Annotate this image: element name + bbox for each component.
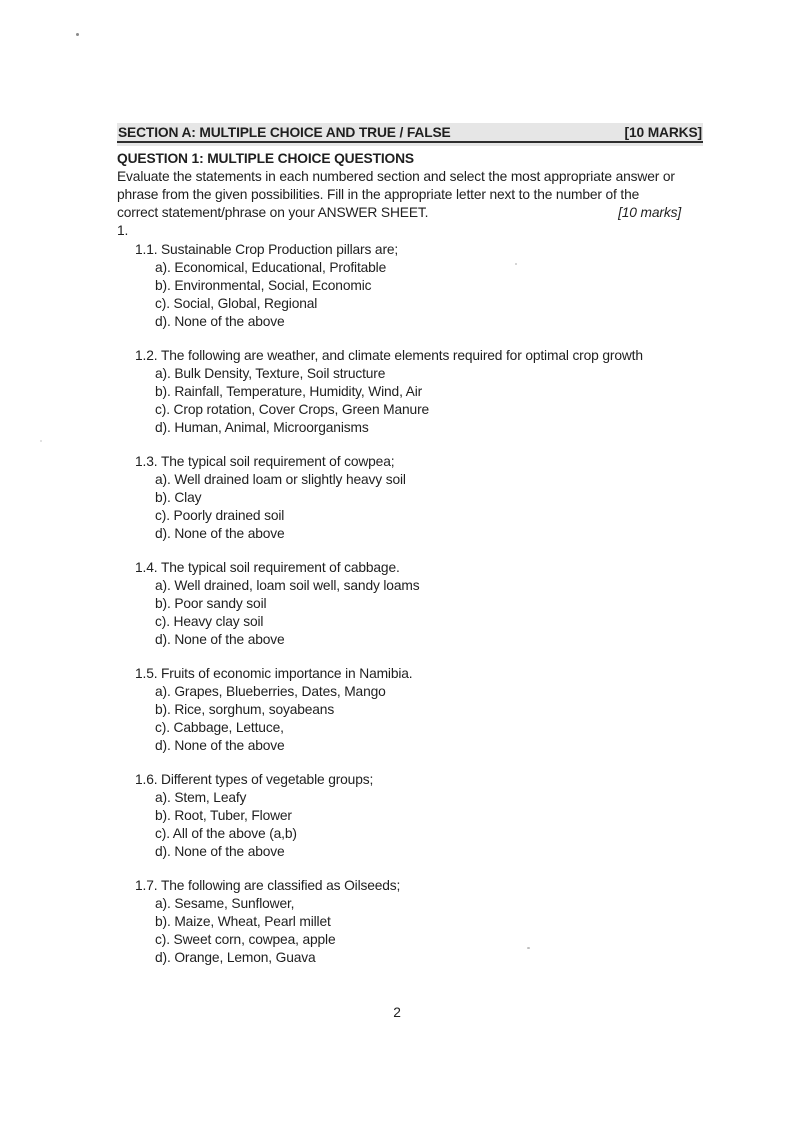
question-number: 1.3.	[135, 454, 158, 469]
question-1-3	[135, 453, 703, 543]
question-option-d: d). None of the above	[155, 632, 285, 647]
question-option-a: a). Well drained loam or slightly heavy soil	[155, 472, 406, 487]
question-option-b: b). Root, Tuber, Flower	[155, 808, 292, 823]
question-number: 1.6.	[135, 772, 158, 787]
question-option-c: c). Cabbage, Lettuce,	[155, 720, 284, 735]
question-1-header: QUESTION 1: MULTIPLE CHOICE QUESTIONS	[117, 151, 414, 166]
question-option-c: c). All of the above (a,b)	[155, 826, 297, 841]
question-option-b: b). Rice, sorghum, soyabeans	[155, 702, 335, 717]
question-option-d: d). None of the above	[155, 844, 285, 859]
question-text: The following are weather, and climate elements required for optimal crop growth	[161, 348, 643, 363]
question-option-a: a). Sesame, Sunflower,	[155, 896, 295, 911]
question-option-c: c). Heavy clay soil	[155, 614, 264, 629]
question-text: Fruits of economic importance in Namibia.	[161, 666, 413, 681]
question-1-2	[135, 347, 703, 437]
question-option-b: b). Environmental, Social, Economic	[155, 278, 372, 293]
question-option-c: c). Poorly drained soil	[155, 508, 285, 523]
section-header-bar	[117, 123, 703, 146]
question-number: 1.4.	[135, 560, 158, 575]
question-option-b: b). Clay	[155, 490, 202, 505]
list-number: 1.	[117, 223, 129, 238]
question-option-d: d). Orange, Lemon, Guava	[155, 950, 316, 965]
question-1-6	[135, 771, 703, 861]
question-option-d: d). None of the above	[155, 314, 285, 329]
question-number: 1.7.	[135, 878, 158, 893]
question-option-c: c). Sweet corn, cowpea, apple	[155, 932, 336, 947]
question-number: 1.5.	[135, 666, 158, 681]
section-title: SECTION A: MULTIPLE CHOICE AND TRUE / FALSE	[118, 125, 451, 140]
question-option-b: b). Maize, Wheat, Pearl millet	[155, 914, 331, 929]
question-1-4	[135, 559, 703, 649]
question-option-d: d). Human, Animal, Microorganisms	[155, 420, 369, 435]
question-option-a: a). Grapes, Blueberries, Dates, Mango	[155, 684, 386, 699]
question-option-a: a). Well drained, loam soil well, sandy loams	[155, 578, 420, 593]
question-text: The following are classified as Oilseeds;	[161, 878, 401, 893]
intro-line-2: phrase from the given possibilities. Fill in the appropriate letter next to the number of the	[117, 187, 640, 202]
question-number: 1.1.	[135, 242, 158, 257]
question-text: Sustainable Crop Production pillars are;	[161, 242, 399, 257]
question-text: The typical soil requirement of cabbage.	[161, 560, 400, 575]
intro-marks: [10 marks]	[618, 205, 681, 220]
section-marks: [10 MARKS]	[624, 125, 702, 140]
question-option-c: c). Crop rotation, Cover Crops, Green Manure	[155, 402, 430, 417]
question-option-b: b). Rainfall, Temperature, Humidity, Wind, Air	[155, 384, 423, 399]
intro-line-3	[117, 204, 703, 222]
scan-speck	[40, 440, 42, 442]
question-1-1	[135, 241, 703, 331]
scan-speck	[76, 33, 79, 36]
question-option-d: d). None of the above	[155, 526, 285, 541]
question-option-a: a). Bulk Density, Texture, Soil structure	[155, 366, 386, 381]
intro-line-3-text: correct statement/phrase on your ANSWER SHEET.	[117, 205, 429, 220]
question-1-5	[135, 665, 703, 755]
question-option-d: d). None of the above	[155, 738, 285, 753]
question-option-c: c). Social, Global, Regional	[155, 296, 318, 311]
question-text: The typical soil requirement of cowpea;	[161, 454, 395, 469]
question-1-7	[135, 877, 703, 967]
intro-line-1: Evaluate the statements in each numbered section and select the most appropriate answer or	[117, 169, 675, 184]
question-text: Different types of vegetable groups;	[161, 772, 374, 787]
question-option-a: a). Economical, Educational, Profitable	[155, 260, 387, 275]
question-option-a: a). Stem, Leafy	[155, 790, 247, 805]
question-option-b: b). Poor sandy soil	[155, 596, 267, 611]
question-number: 1.2.	[135, 348, 158, 363]
page-number: 2	[393, 1005, 401, 1020]
page-content	[117, 123, 703, 983]
